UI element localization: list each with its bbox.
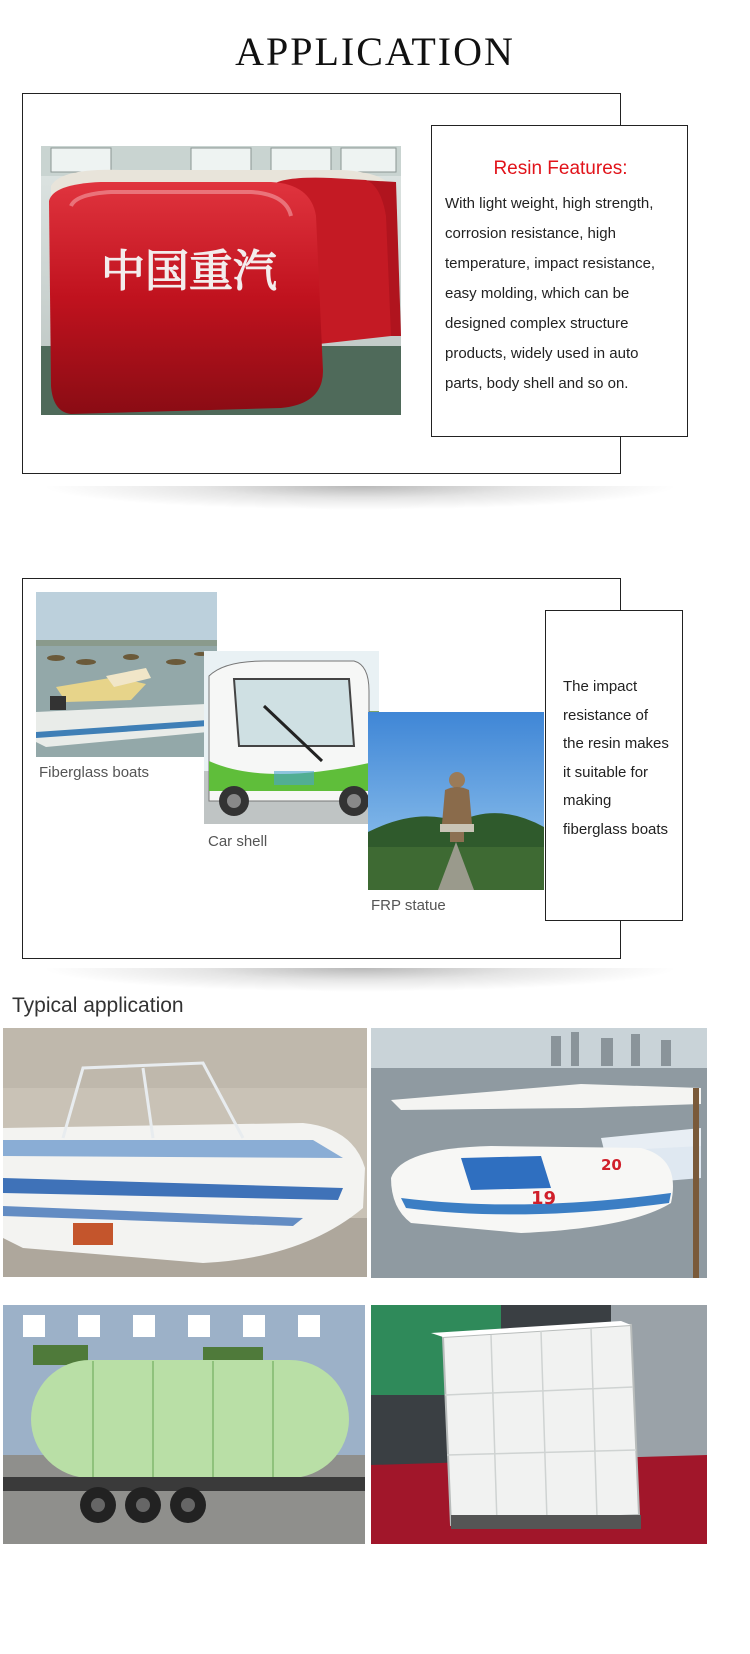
frame-shadow [40,968,680,992]
truck-shell-logo: 中国重汽 [101,246,277,297]
note-line: the resin makes [563,735,669,752]
caption-car-shell: Car shell [208,833,268,850]
note-line: resistance of [563,706,649,724]
boats-note-card [545,610,683,921]
features-line: designed complex structure [445,315,629,332]
resin-features-card [431,125,688,437]
speedboat-photo [3,1028,367,1277]
features-line: parts, body shell and so on. [445,375,629,392]
typical-application-heading: Typical application [12,994,184,1017]
features-line: temperature, impact resistance, [445,255,656,272]
features-line: easy molding, which can be [445,285,630,302]
note-line: fiberglass boats [563,820,669,838]
fiberglass-boats-photo [36,592,217,757]
frp-water-tank-photo [371,1305,707,1544]
pedal-boats-photo [371,1028,707,1278]
frp-statue-photo [368,712,544,890]
resin-features-text [445,189,685,399]
frp-tank-truck-photo [3,1305,365,1544]
resin-features-title: Resin Features: [493,158,628,179]
features-line: With light weight, high strength, [445,195,654,212]
boat-number: 20 [601,1156,622,1174]
page-title: APPLICATION [235,29,515,74]
features-line: products, widely used in auto [445,345,639,362]
caption-fiberglass-boats: Fiberglass boats [39,764,150,781]
boat-number: 19 [531,1188,557,1209]
caption-frp-statue: FRP statue [371,897,446,914]
car-shell-photo [204,651,379,824]
frame-shadow [40,486,680,510]
boats-note-text [563,673,688,844]
note-line: it suitable for [563,763,649,781]
features-line: corrosion resistance, high [445,225,616,242]
truck-shell-photo [41,146,401,415]
note-line: The impact [563,678,638,695]
note-line: making [563,792,612,809]
